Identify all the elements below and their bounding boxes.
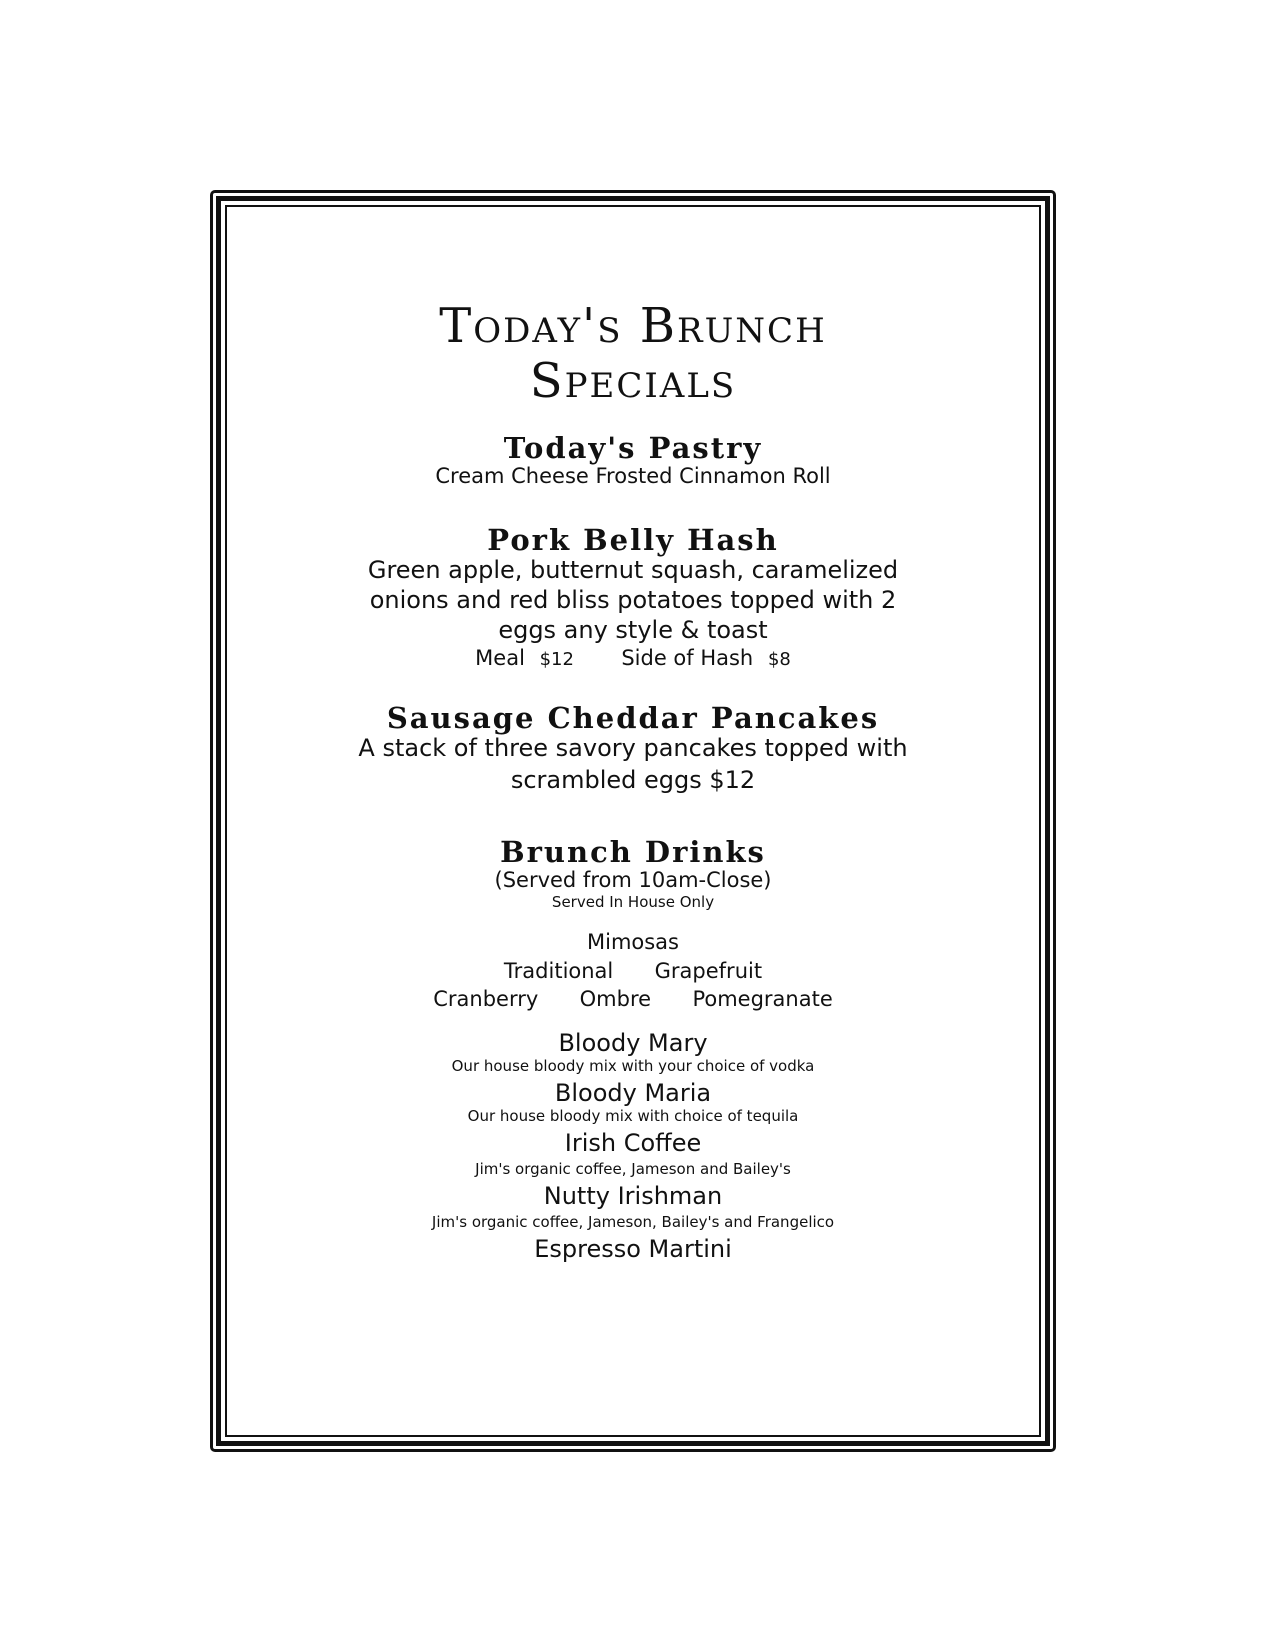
side-label: Side of Hash (621, 646, 754, 670)
drink-name-espresso-martini: Espresso Martini (534, 1235, 732, 1263)
sausage-pancakes-description-line-1: A stack of three savory pancakes topped with (358, 734, 908, 762)
pork-belly-hash-prices (227, 648, 1039, 669)
mimosa-flavor: Pomegranate (692, 987, 833, 1011)
mimosa-flavor: Cranberry (433, 987, 539, 1011)
sausage-pancakes-heading: Sausage Cheddar Pancakes (386, 701, 880, 735)
pork-belly-hash-description-line-2: onions and red bliss potatoes topped with 2 (369, 586, 897, 614)
drink-name-nutty-irishman: Nutty Irishman (543, 1182, 723, 1210)
sausage-pancakes-description-line-2: scrambled eggs $12 (510, 766, 756, 794)
drinks-served-hours: (Served from 10am-Close) (494, 868, 772, 892)
pork-belly-hash-heading: Pork Belly Hash (487, 523, 779, 557)
drink-description-bloody-mary: Our house bloody mix with your choice of vodka (451, 1057, 815, 1075)
page-title-line-1: Today's Brunch (439, 298, 827, 354)
mimosa-flavor: Traditional (503, 959, 614, 983)
drink-name-bloody-mary: Bloody Mary (558, 1029, 708, 1057)
mimosas-label: Mimosas (586, 930, 679, 954)
drink-description-nutty-irishman: Jim's organic coffee, Jameson, Bailey's and Frangelico (431, 1213, 835, 1231)
pork-belly-hash-description-line-3: eggs any style & toast (498, 616, 768, 644)
pork-belly-hash-description-line-1: Green apple, butternut squash, caramelized (367, 556, 899, 584)
mimosas-flavors-row-1 (227, 961, 1039, 982)
menu-content (227, 207, 1039, 1435)
drink-name-bloody-maria: Bloody Maria (554, 1079, 712, 1107)
drinks-served-note: Served In House Only (551, 893, 715, 911)
pastry-heading: Today's Pastry (503, 431, 763, 465)
drink-name-irish-coffee: Irish Coffee (564, 1129, 702, 1157)
meal-price: $12 (539, 649, 574, 670)
pastry-description: Cream Cheese Frosted Cinnamon Roll (435, 464, 831, 488)
side-price: $8 (767, 649, 791, 670)
drink-description-irish-coffee: Jim's organic coffee, Jameson and Bailey's (475, 1160, 791, 1178)
mimosa-flavor: Ombre (579, 987, 652, 1011)
brunch-drinks-heading: Brunch Drinks (500, 835, 766, 869)
mimosas-flavors-row-2 (227, 989, 1039, 1010)
meal-label: Meal (475, 646, 525, 670)
mimosa-flavor: Grapefruit (654, 959, 763, 983)
drink-description-bloody-maria: Our house bloody mix with choice of tequila (467, 1107, 799, 1125)
page-title-line-2: Specials (529, 353, 737, 409)
